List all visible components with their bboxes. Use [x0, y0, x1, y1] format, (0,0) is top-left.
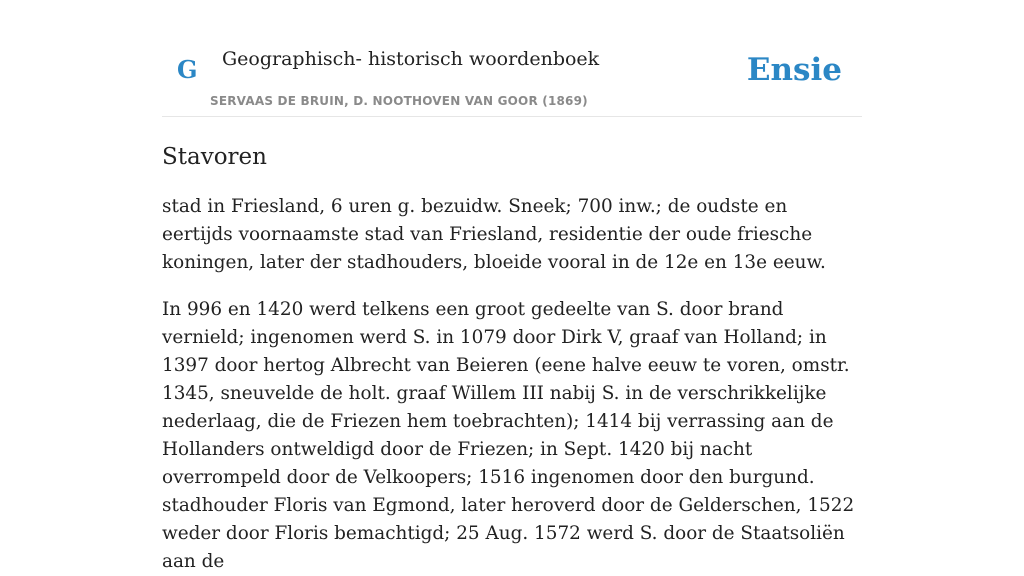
entry-title: Stavoren [162, 144, 267, 170]
entry-card [162, 0, 862, 576]
entry-body [162, 193, 862, 576]
brand-logo[interactable]: Ensie [746, 52, 842, 88]
entry-paragraph: stad in Friesland, 6 uren g. bezuidw. Sneek; 700 inw.; de oudste en eertijds voornaamste stad van Friesland, residentie der oude friesche koningen, later der stadhouders, bloeide vooral in de 12e en 13e eeuw. [162, 196, 826, 273]
book-authors: SERVAAS DE BRUIN, D. NOOTHOVEN VAN GOOR (1869) [210, 94, 588, 108]
book-title[interactable]: Geographisch- historisch woordenboek [222, 48, 600, 70]
entry-paragraph: In 996 en 1420 werd telkens een groot gedeelte van S. door brand vernield; ingenomen werd S. in 1079 door Dirk V, graaf van Holland; in 1397 door hertog Albrecht van Beieren (eene halve eeuw te voren, omstr. 1345, sneuvelde de holt. graaf Willem III nabij S. in de verschrikkelijke nederlaag, die de Friezen hem toebrachten); 1414 bij verrassing aan de Hollanders ontweldigd door de Friezen; in Sept. 1420 bij nacht overrompeld door de Velkoopers; 1516 ingenomen door den burgund. stadhouder Floris van Egmond, later heroverd door de Gelderschen, 1522 weder door Floris bemachtigd; 25 Aug. 1572 werd S. door de Staatsoliën aan de [162, 299, 855, 572]
header [162, 0, 862, 117]
book-logo-icon[interactable]: G [177, 55, 198, 84]
